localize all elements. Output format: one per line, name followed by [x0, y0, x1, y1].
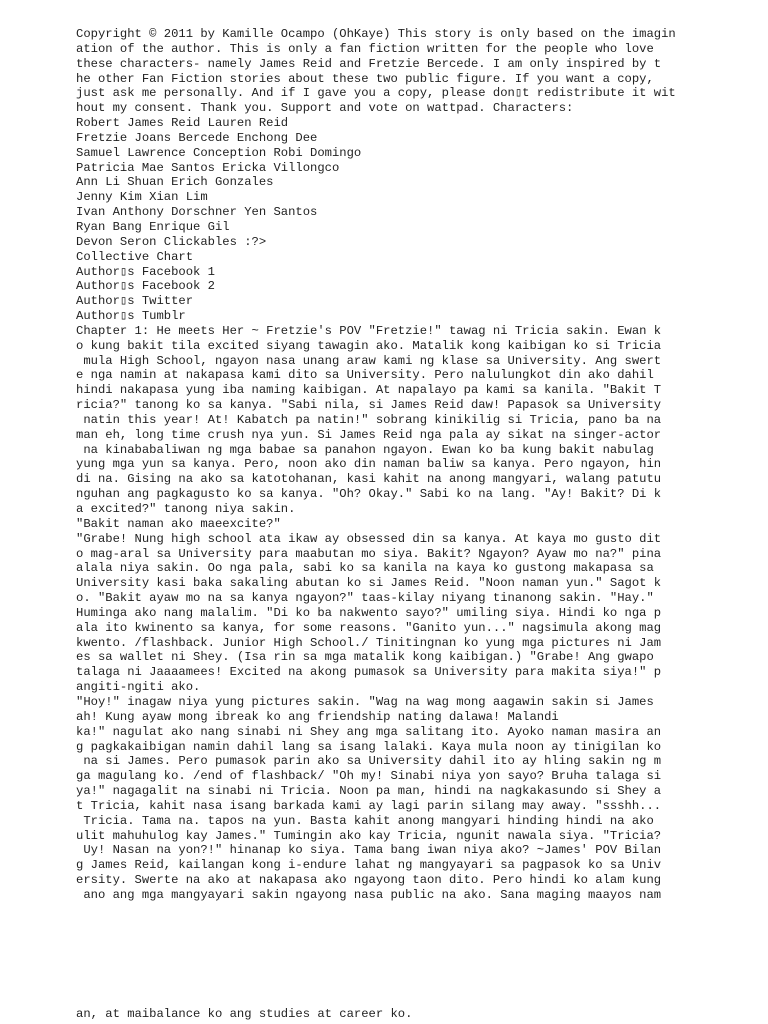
document-footer-text: an, at maibalance ko ang studies at career ko.	[76, 1007, 413, 1021]
document-body-text: Copyright © 2011 by Kamille Ocampo (OhKaye) This story is only based on the imagin ation of the author. This is only a fan fiction written for the people who love these characters- namely James Reid and Fretzie Bercede. I am only inspired by t he other Fan Fiction stories about these two public figure. If you want a copy, just ask me personally. And if I gave you a copy, please don▯t redistribute it wit hout my consent. Thank you. Support and vote on wattpad. Characters: Robert James Reid Lauren Reid Fretzie Joans Bercede Enchong Dee Samuel Lawrence Conception Robi Domingo Patricia Mae Santos Ericka Villongco Ann Li Shuan Erich Gonzales Jenny Kim Xian Lim Ivan Anthony Dorschner Yen Santos Ryan Bang Enrique Gil Devon Seron Clickables :?> Collective Chart Author▯s Facebook 1 Author▯s Facebook 2 Author▯s Twitter Author▯s Tumblr Chapter 1: He meets Her ~ Fretzie's POV "Fretzie!" tawag ni Tricia sakin. Ewan k o kung bakit tila excited siyang tawagin ako. Matalik kong kaibigan ko si Tricia mula High School, ngayon nasa unang araw kami ng klase sa University. Ang swert e nga namin at nakapasa kami dito sa University. Pero nalulungkot din ako dahil hindi nakapasa yung iba naming kaibigan. At napalayo pa kami sa kanila. "Bakit T ricia?" tanong ko sa kanya. "Sabi nila, si James Reid daw! Papasok sa University natin this year! At! Kabatch pa natin!" sobrang kinikilig si Tricia, pano ba na man eh, long time crush nya yun. Si James Reid nga pala ay sikat na singer-actor na kinababaliwan ng mga babae sa panahon ngayon. Ewan ko ba kung bakit nabulag yung mga yun sa kanya. Pero, noon ako din naman baliw sa kanya. Pero ngayon, hin di na. Gising na ako sa katotohanan, kasi kahit na anong mangyari, walang patutu nguhan ang pagkagusto ko sa kanya. "Oh? Okay." Sabi ko na lang. "Ay! Bakit? Di k a excited?" tanong niya sakin. "Bakit naman ako maeexcite?" "Grabe! Nung high school ata ikaw ay obsessed din sa kanya. At kaya mo gusto dit o mag-aral sa University para maabutan mo siya. Bakit? Ngayon? Ayaw mo na?" pina alala niya sakin. Oo nga pala, sabi ko sa kanila na kaya ko gustong makapasa sa University kasi baka sakaling abutan ko si James Reid. "Noon naman yun." Sagot k o. "Bakit ayaw mo na sa kanya ngayon?" taas-kilay niyang tinanong sakin. "Hay." Huminga ako nang malalim. "Di ko ba nakwento sayo?" umiling siya. Hindi ko nga p ala ito kwinento sa kanya, for some reasons. "Ganito yun..." nagsimula akong mag kwento. /flashback. Junior High School./ Tinitingnan ko yung mga pictures ni Jam es sa wallet ni Shey. (Isa rin sa mga matalik kong kaibigan.) "Grabe! Ang gwapo talaga ni Jaaaamees! Excited na akong pumasok sa University para makita siya!" p angiti-ngiti ako. "Hoy!" inagaw niya yung pictures sakin. "Wag na wag mong aagawin sakin si James ah! Kung ayaw mong ibreak ko ang friendship nating dalawa! Malandi ka!" nagulat ako nang sinabi ni Shey ang mga salitang ito. Ayoko naman masira an g pagkakaibigan namin dahil lang sa isang lalaki. Kaya mula noon ay tinigilan ko na si James. Pero pumasok parin ako sa University dahil ito ay hling sakin ng m ga magulang ko. /end of flashback/ "Oh my! Sinabi niya yon sayo? Bruha talaga si ya!" nagagalit na sinabi ni Tricia. Noon pa man, hindi na nagkakasundo si Shey a t Tricia, kahit nasa isang barkada kami ay lagi parin silang may away. "ssshh... Tricia. Tama na. tapos na yun. Basta kahit anong mangyari hinding hindi na ako ulit mahuhulog kay James." Tumingin ako kay Tricia, ngunit nawala siya. "Tricia? Uy! Nasan na yon?!" hinanap ko siya. Tama bang iwan niya ako? ~James' POV Bilan g James Reid, kailangan kong i-endure lahat ng mangyayari sa pagpasok ko sa Univ ersity. Swerte na ako at nakapasa ako ngayong taon dito. Pero hindi ko alam kung ano ang mga mangyayari sakin ngayong nasa public na ako. Sana maging maayos nam	[76, 27, 676, 902]
